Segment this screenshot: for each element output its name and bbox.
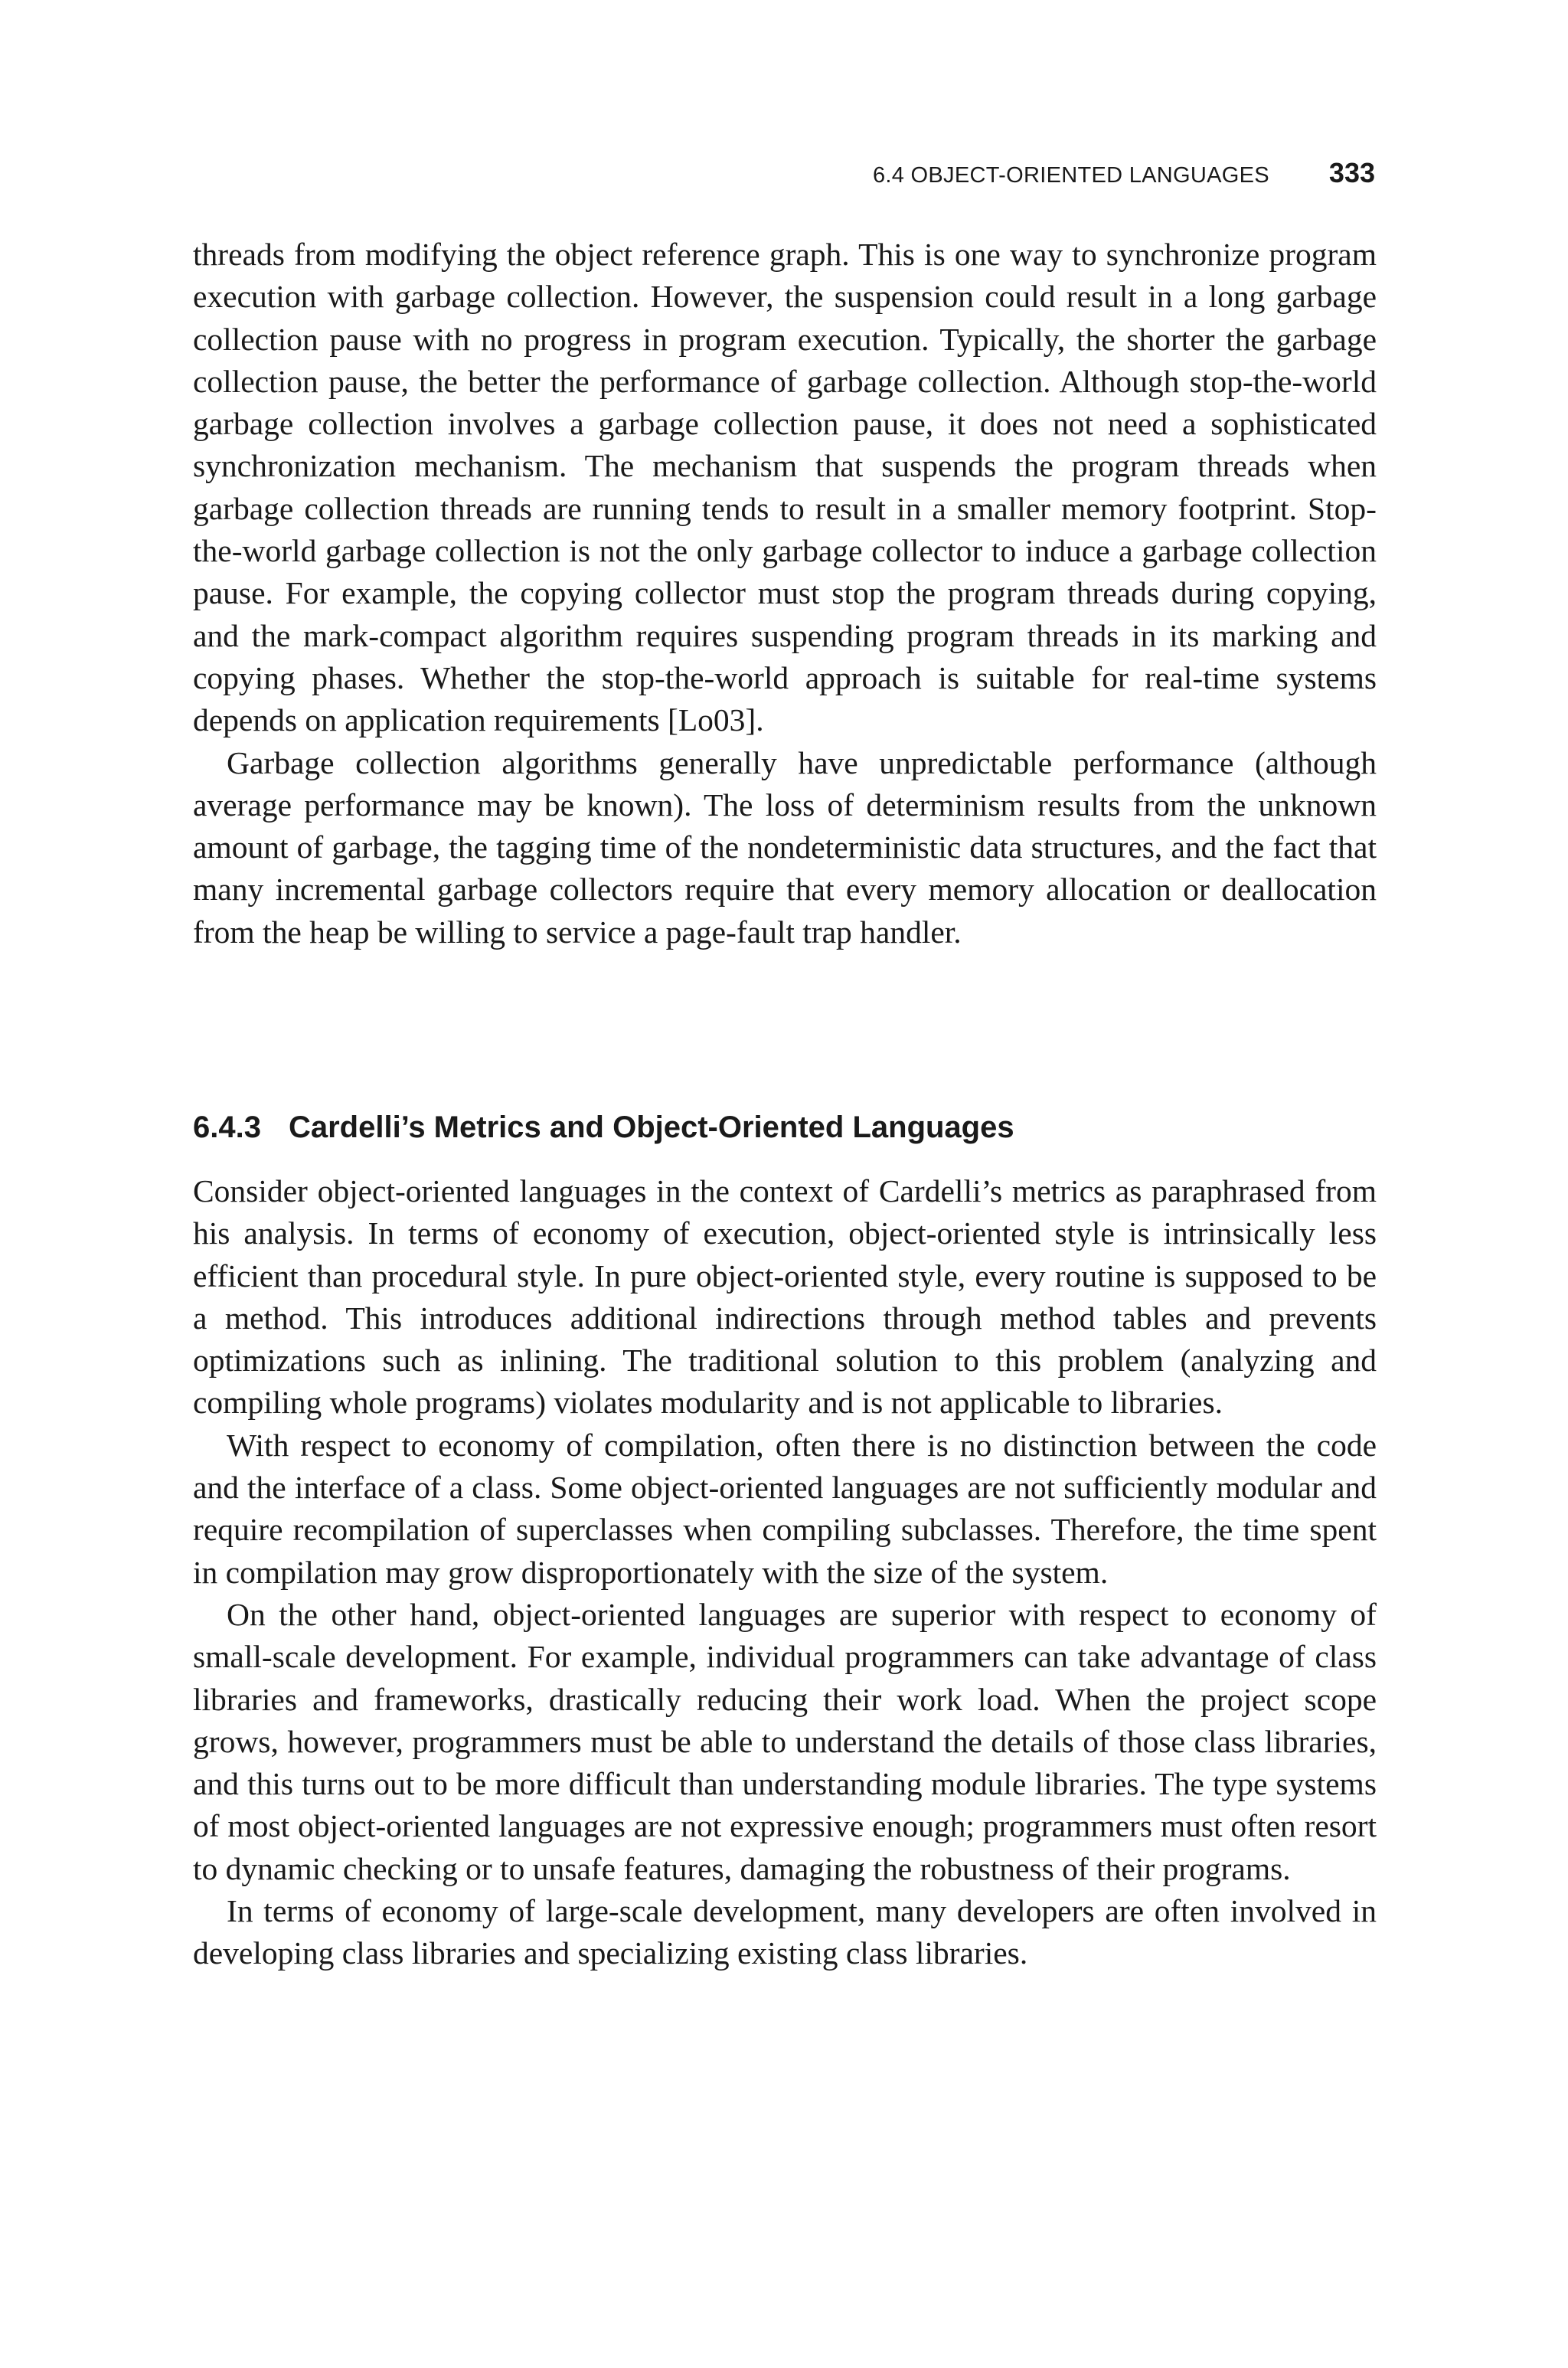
section-number: 6.4.3 [193,1110,261,1144]
section-heading [193,1108,1377,1146]
body-text-before-section [193,234,1377,953]
section-title: Cardelli’s Metrics and Object-Oriented Languages [288,1110,1014,1144]
paragraph: On the other hand, object-oriented languages are superior with respect to economy of small-scale development. For example, individual programmers can take advantage of class libraries and frameworks, drastically reducing their work load. When the project scope grows, however, programmers must be able to understand the details of those class libraries, and this turns out to be more difficult than understanding module libraries. The type systems of most object-oriented languages are not expressive enough; programmers must often resort to dynamic checking or to unsafe features, damaging the robustness of their programs. [193,1596,1377,1886]
page-number: 333 [1328,157,1375,188]
paragraph: In terms of economy of large-scale development, many developers are often involved in developing class libraries and specializing existing class libraries. [193,1893,1377,1971]
body-text-after-section [193,1170,1377,1975]
paragraph: Garbage collection algorithms generally have unpredictable performance (although average performance may be known). The loss of determinism results from the unknown amount of garbage, the tagging time of the nondeterministic data structures, and the fact that many incremental garbage collectors require that every memory allocation or deallocation from the heap be willing to service a page-fault trap handler. [193,744,1377,950]
paragraph: With respect to economy of compilation, often there is no distinction between the code and the interface of a class. Some object-oriented languages are not sufficiently modular and require recompilation of superclasses when compiling subclasses. Therefore, the time spent in compilation may grow disproportionately with the size of the system. [193,1427,1377,1590]
paragraph: Consider object-oriented languages in the context of Cardelli’s metrics as paraphrased from his analysis. In terms of economy of execution, object-oriented style is intrinsically less efficient than procedural style. In pure object-oriented style, every routine is supposed to be a method. This introduces additional indirections through method tables and prevents optimizations such as inlining. The traditional solution to this problem (analyzing and compiling whole programs) violates modularity and is not applicable to libraries. [193,1173,1377,1421]
paragraph: threads from modifying the object reference graph. This is one way to synchronize program execution with garbage collection. However, the suspension could result in a long garbage collection pause with no progress in program execution. Typically, the shorter the garbage collection pause, the better the performance of garbage collection. Although stop-the-world garbage collection involves a garbage collection pause, it does not need a sophisticated synchronization mechanism. The mechanism that suspends the program threads when garbage collection threads are running tends to result in a smaller memory footprint. Stop-the-world garbage collection is not the only garbage collector to induce a garbage collection pause. For example, the copying collector must stop the program threads during copying, and the mark-compact algorithm requires suspending program threads in its marking and copying phases. Whether the stop-the-world approach is suitable for real-time systems depends on application requirements [Lo03]. [193,237,1377,738]
page-header [0,157,1375,189]
running-head: 6.4 OBJECT-ORIENTED LANGUAGES [872,163,1269,188]
